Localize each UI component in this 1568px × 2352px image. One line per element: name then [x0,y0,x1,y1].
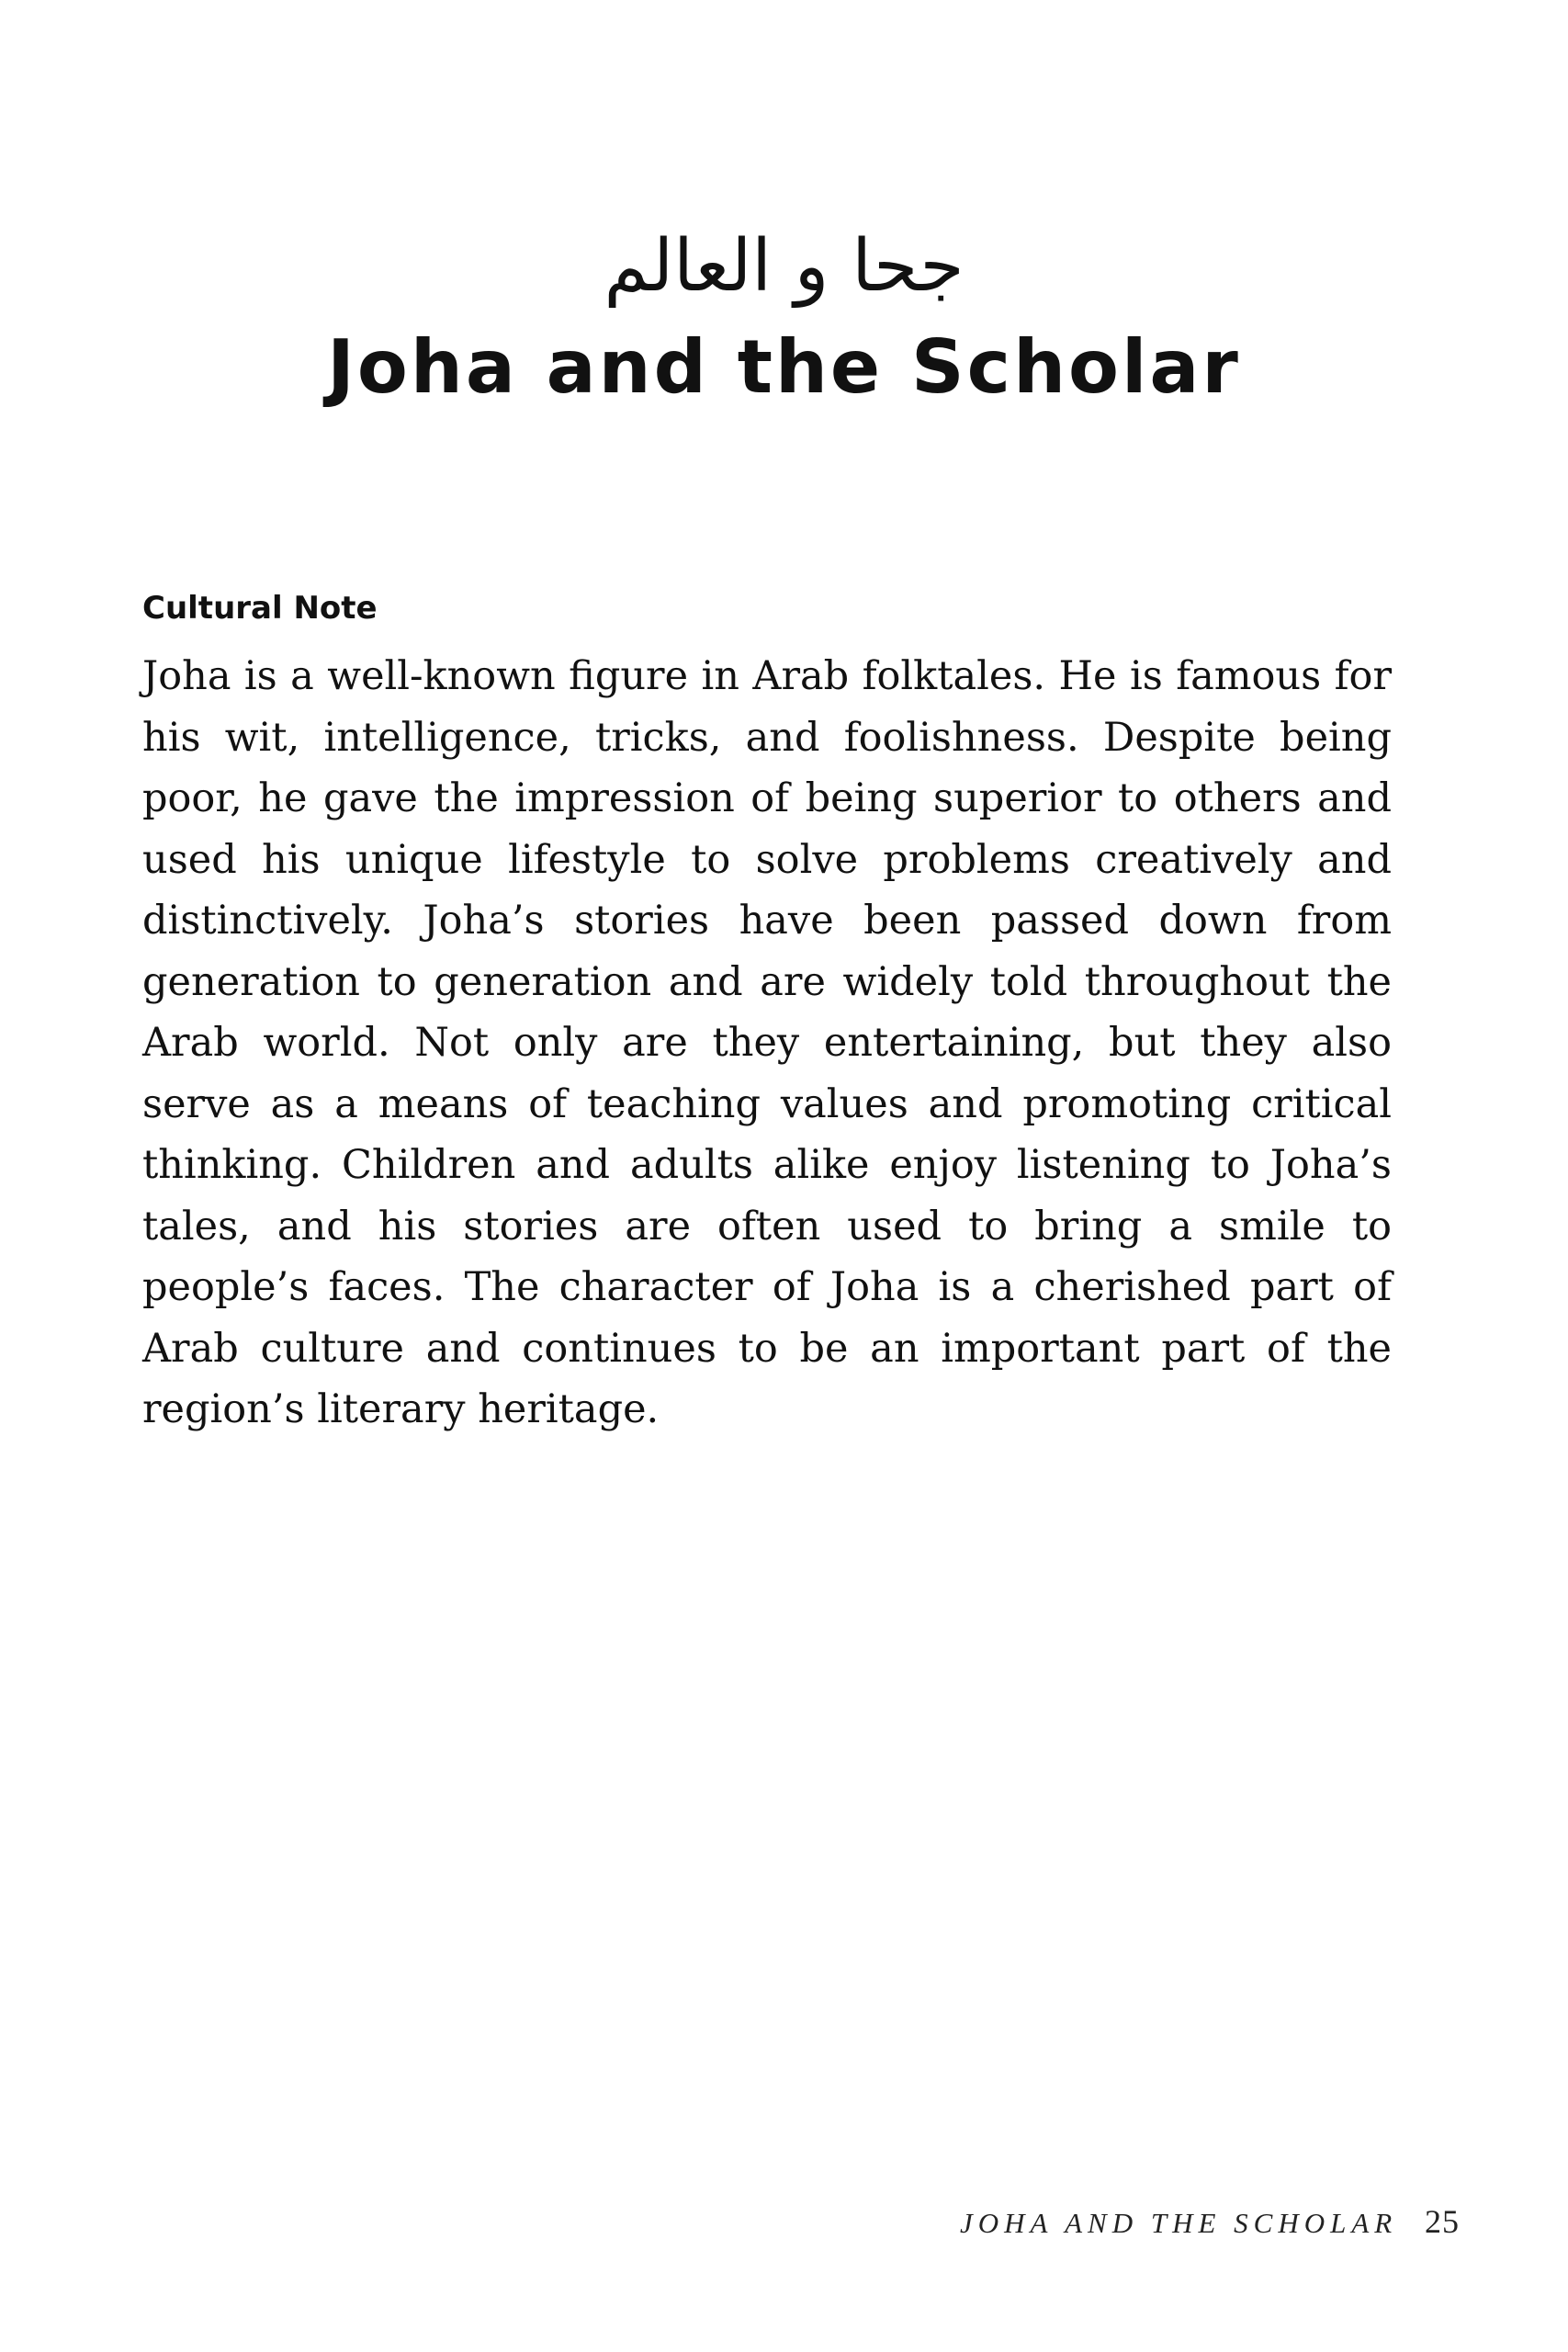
page-footer [960,2203,1460,2242]
page-number: 25 [1425,2203,1460,2240]
cultural-note-heading: Cultural Note [142,590,378,627]
cultural-note-body: Joha is a well-known figure in Arab folktales. He is famous for his wit, intelligence, tricks, and foolishness. Despite being poor, he gave the impression of being superior to others and used his unique lifestyle to solve problems creatively and distinctively. Joha’s stories have been passed down from generation to generation and are widely told throughout the Arab world. Not only are they entertaining, but they also serve as a means of teaching values and promoting critical thinking. Children and adults alike enjoy listening to Joha’s tales, and his stories are often used to bring a smile to people’s faces. The character of Joha is a cherished part of Arab culture and continues to be an important part of the region’s literary heritage. [142,653,1392,1432]
page-title: Joha and the Scholar [327,324,1241,410]
running-head: JOHA AND THE SCHOLAR [960,2207,1398,2239]
arabic-title: جحا و العالم [604,225,964,308]
